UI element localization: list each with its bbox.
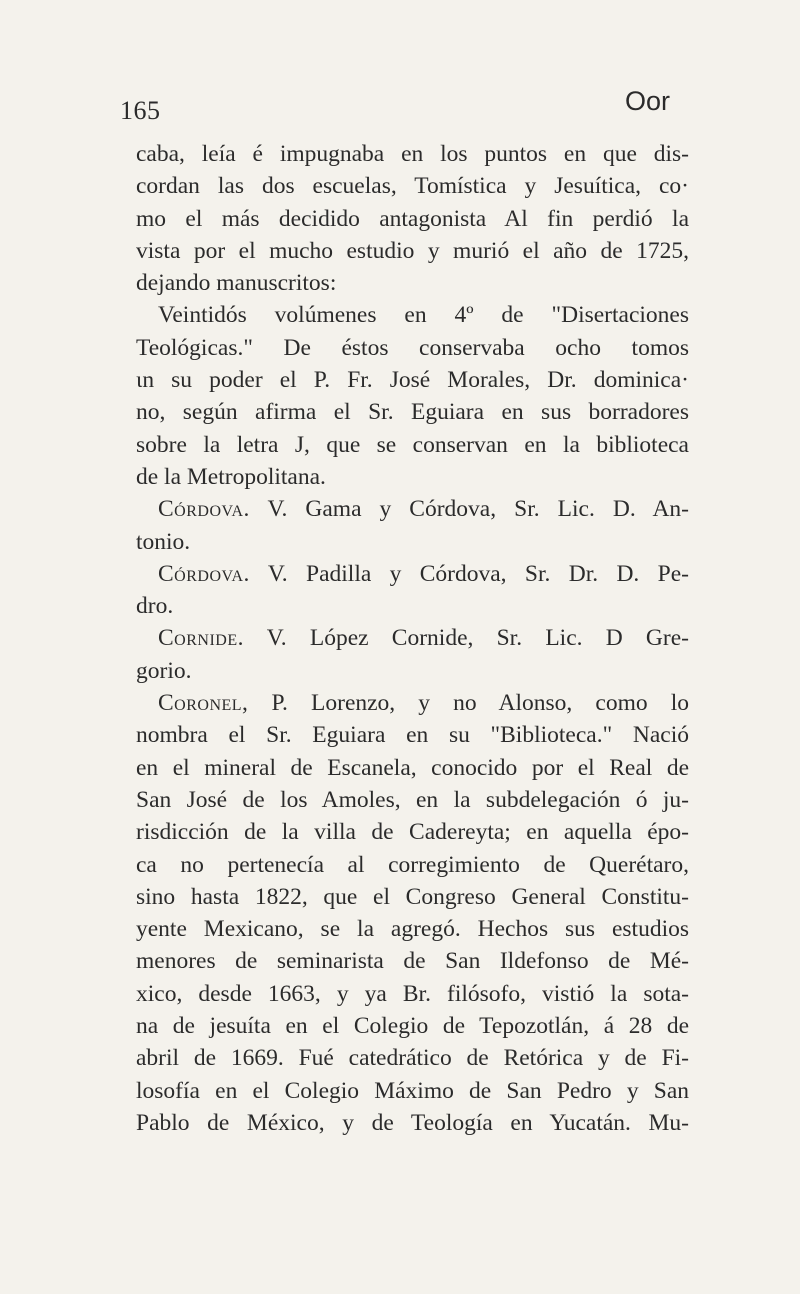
text-line: abril de 1669. Fué catedrático de Retórica y de Fi- — [136, 1045, 689, 1072]
entry-line — [136, 493, 689, 525]
entry-headword: Coronel, — [158, 690, 249, 717]
text-line: risdicción de la villa de Cadereyta; en aquella épo- — [136, 819, 689, 846]
text-line: vista por el mucho estudio y murió el año de 1725, — [136, 237, 689, 264]
text-line: San José de los Amoles, en la subdelegación ó ju- — [136, 786, 689, 813]
text-line: na de jesuíta en el Colegio de Tepozotlán, á 28 de — [136, 1013, 689, 1040]
text-line: sino hasta 1822, que el Congreso General Constitu- — [136, 883, 689, 910]
entry-text: P. Lorenzo, y no Alonso, como lo — [248, 690, 689, 717]
entry-line — [136, 622, 689, 654]
text-line: Teológicas." De éstos conservaba ocho tomos — [136, 334, 689, 361]
text-line: en el mineral de Escanela, conocido por el Real de — [136, 754, 689, 781]
text-line: dejando manuscritos: — [136, 270, 337, 297]
text-line: de la Metropolitana. — [136, 463, 326, 490]
entry-headword: Córdova. — [158, 560, 250, 587]
text-line: Veintidós volúmenes en 4º de "Disertaciones — [158, 302, 689, 329]
text-line: mo el más decidido antagonista Al fin perdió la — [136, 205, 689, 232]
running-head: Oor — [625, 86, 671, 116]
text-line: caba, leía é impugnaba en los puntos en que dis- — [136, 141, 689, 167]
page-number: 165 — [120, 96, 161, 125]
text-line: no, según afirma el Sr. Eguiara en sus borradores — [136, 399, 689, 426]
text-line: ιn su poder el P. Fr. José Morales, Dr. dominica· — [136, 367, 689, 394]
entry-line — [136, 687, 689, 719]
entry-text: V. Gama y Córdova, Sr. Lic. D. An- — [249, 496, 689, 523]
text-line: dro. — [136, 593, 174, 620]
text-line: cordan las dos escuelas, Tomística y Jesuítica, co· — [136, 173, 689, 200]
text-line: yente Mexicano, se la agregó. Hechos sus estudios — [136, 916, 689, 943]
text-line: sobre la letra J, que se conservan en la biblioteca — [136, 431, 689, 458]
entry-text: V. López Cornide, Sr. Lic. D Gre- — [244, 625, 689, 652]
text-line: losofía en el Colegio Máximo de San Pedro y San — [136, 1077, 689, 1104]
entry-headword: Cornide. — [158, 625, 244, 652]
text-line: gorio. — [136, 657, 192, 684]
entry-headword: Córdova. — [158, 496, 250, 523]
text-line: ca no pertenecía al corregimiento de Querétaro, — [136, 851, 689, 878]
entry-text: V. Padilla y Córdova, Sr. Dr. D. Pe- — [249, 560, 689, 587]
entry-line — [136, 558, 689, 590]
text-line: nombra el Sr. Eguiara en su "Biblioteca." Nació — [136, 722, 689, 749]
text-line: tonio. — [136, 528, 191, 555]
body-text — [136, 138, 689, 1139]
text-line: Pablo de México, y de Teología en Yucatán. Mu- — [136, 1109, 689, 1136]
text-line: xico, desde 1663, y ya Br. filósofo, vistió la sota- — [136, 980, 689, 1007]
text-line: menores de seminarista de San Ildefonso de Mé- — [136, 948, 689, 975]
